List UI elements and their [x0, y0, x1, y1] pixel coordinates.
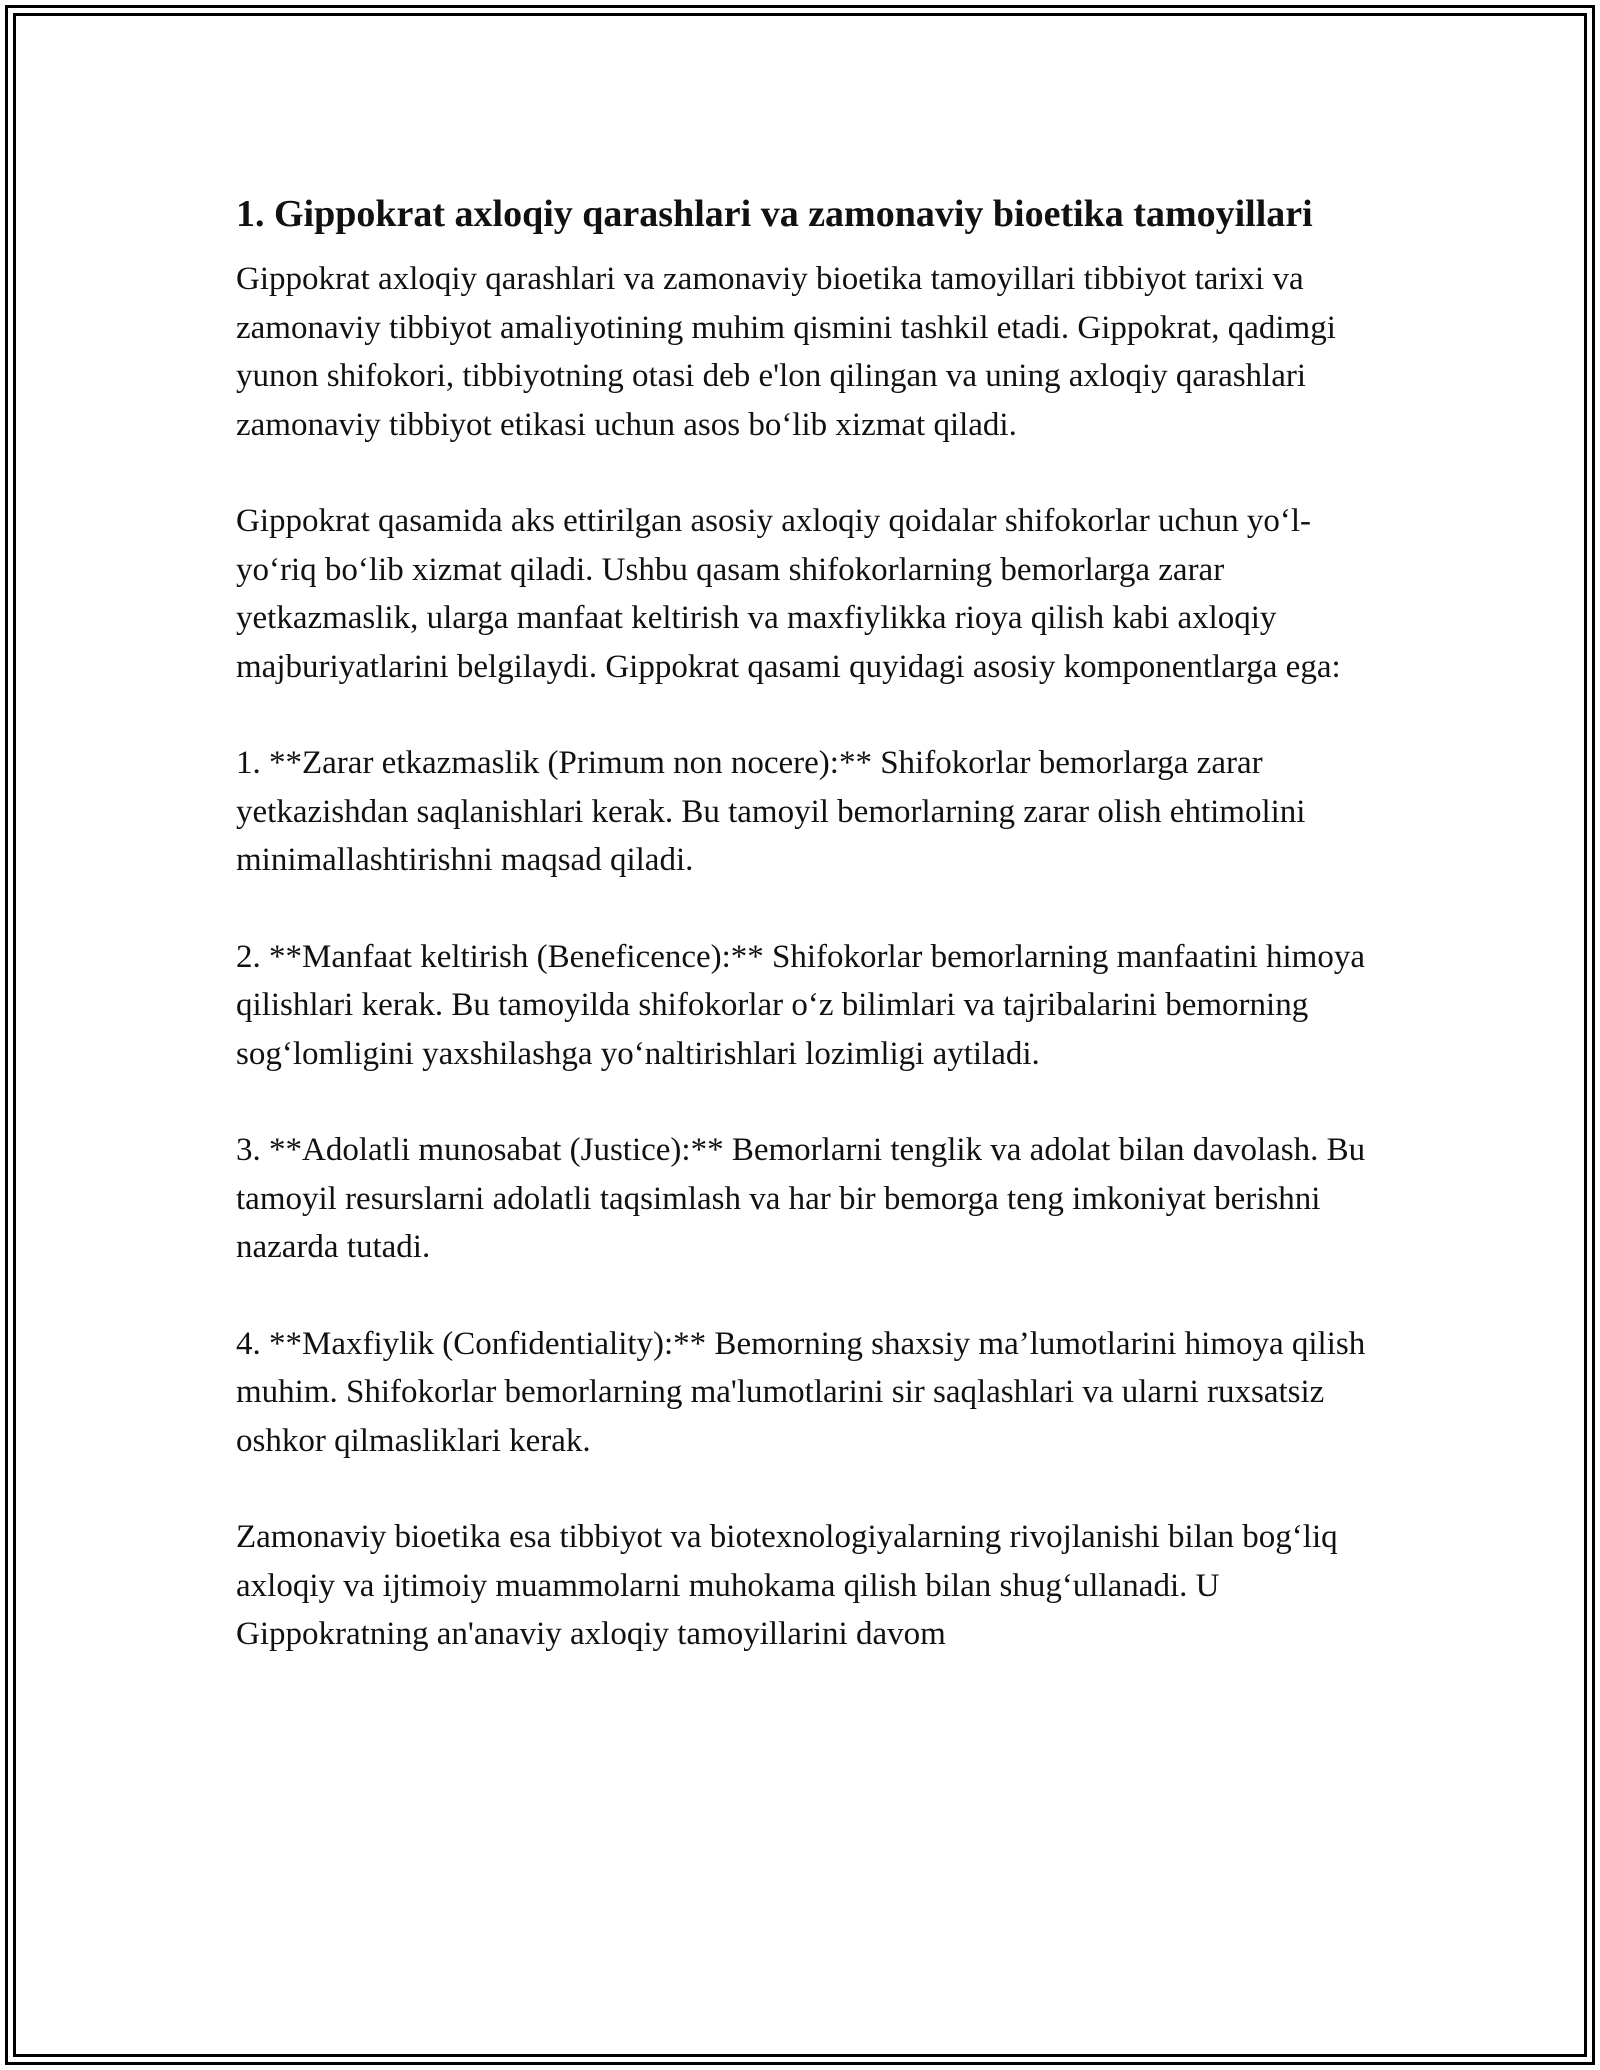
paragraph-intro: Gippokrat axloqiy qarashlari va zamonaviy bioetika tamoyillari tibbiyot tarixi va zamonaviy tibbiyot amaliyotining muhim qismini tashkil etadi. Gippokrat, qadimgi yunon shifokori, tibbiyotning otasi deb e'lon qilingan va uning axloqiy qarashlari zamonaviy tibbiyot etikasi uchun asos bo‘lib xizmat qiladi.	[236, 261, 1336, 443]
document-content	[236, 188, 1386, 1659]
list-item-beneficence: 2. **Manfaat keltirish (Beneficence):** Shifokorlar bemorlarning manfaatini himoya qilishlari kerak. Bu tamoyilda shifokorlar o‘z bilimlari va tajribalarini bemorning sog‘lomligini yaxshilashga yo‘naltirishlari lozimligi aytiladi.	[236, 938, 1365, 1072]
list-item-confidentiality: 4. **Maxfiylik (Confidentiality):** Bemorning shaxsiy ma’lumotlarini himoya qilish muhim. Shifokorlar bemorlarning ma'lumotlarini sir saqlashlari va ularni ruxsatsiz oshkor qilmasliklari kerak.	[236, 1325, 1366, 1459]
paragraph-oath: Gippokrat qasamida aks ettirilgan asosiy axloqiy qoidalar shifokorlar uchun yo‘l-yo‘riq bo‘lib xizmat qiladi. Ushbu qasam shifokorlarning bemorlarga zarar yetkazmaslik, ularga manfaat keltirish va maxfiylikka rioya qilish kabi axloqiy majburiyatlarini belgilaydi. Gippokrat qasami quyidagi asosiy komponentlarga ega:	[236, 503, 1341, 685]
list-item-justice: 3. **Adolatli munosabat (Justice):** Bemorlarni tenglik va adolat bilan davolash. Bu tamoyil resurslarni adolatli taqsimlash va har bir bemorga teng imkoniyat berishni nazarda tutadi.	[236, 1132, 1366, 1265]
list-item-nonmaleficence: 1. **Zarar etkazmaslik (Primum non nocere):** Shifokorlar bemorlarga zarar yetkazishdan saqlanishlari kerak. Bu tamoyil bemorlarning zarar olish ehtimolini minimallashtirishni maqsad qiladi.	[236, 745, 1306, 878]
paragraph-modern-bioethics: Zamonaviy bioetika esa tibbiyot va biotexnologiyalarning rivojlanishi bilan bog‘liq axloqiy va ijtimoiy muammolarni muhokama qilish bilan shug‘ullanadi. U Gippokratning an'anaviy axloqiy tamoyillarini davom	[236, 1519, 1338, 1652]
section-heading: 1. Gippokrat axloqiy qarashlari va zamonaviy bioetika tamoyillari	[236, 193, 1313, 235]
